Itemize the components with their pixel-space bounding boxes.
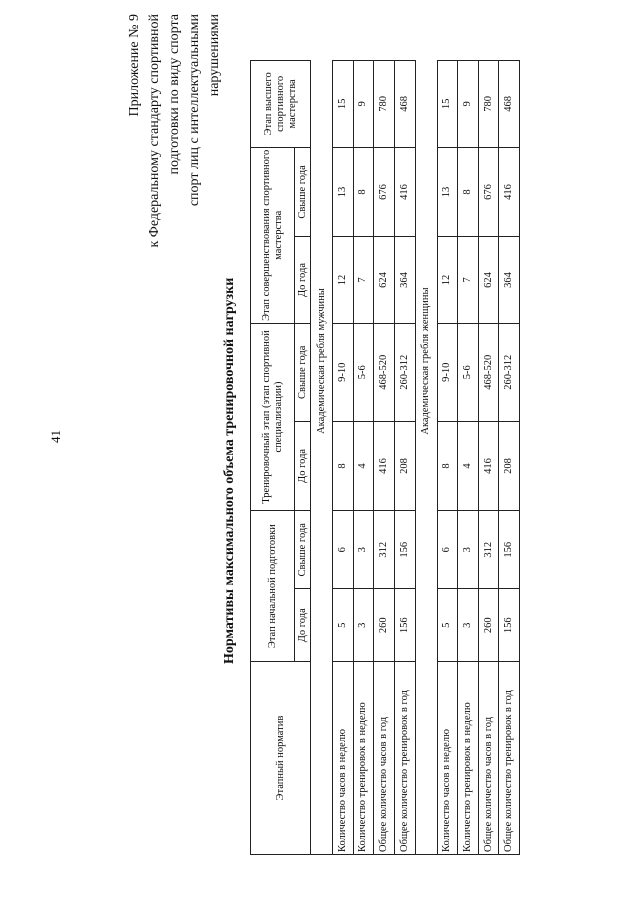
section-empty-cell: [311, 662, 333, 855]
table-row: [499, 61, 520, 855]
value-cell: 364: [394, 237, 415, 324]
value-cell: 5: [333, 589, 354, 662]
table-row: [374, 61, 395, 855]
value-cell: 5-6: [353, 323, 374, 421]
value-cell: 6: [333, 511, 354, 589]
value-cell: 312: [478, 511, 499, 589]
value-cell: 156: [394, 589, 415, 662]
section-row-women: [415, 61, 437, 855]
value-cell: 260: [478, 589, 499, 662]
header-up-to-year: До года: [295, 237, 311, 324]
table-row: [458, 61, 479, 855]
value-cell: 5-6: [458, 323, 479, 421]
value-cell: 260: [374, 589, 395, 662]
value-cell: 312: [374, 511, 395, 589]
section-row-men: [311, 61, 333, 855]
header-stage-training: Тренировочный этап (этап спортивной специализации): [251, 323, 295, 510]
value-cell: 364: [499, 237, 520, 324]
value-cell: 15: [437, 61, 458, 148]
value-cell: 3: [353, 589, 374, 662]
header-stage-initial: Этап начальной подготовки: [251, 511, 295, 662]
value-cell: 468-520: [374, 323, 395, 421]
section-title-men: Академическая гребля мужчины: [311, 61, 333, 662]
norms-table: [250, 60, 520, 855]
table-row: [394, 61, 415, 855]
value-cell: 3: [458, 589, 479, 662]
value-cell: 8: [437, 421, 458, 510]
norm-label: Количество тренировок в неделю: [353, 662, 374, 855]
appendix-line: подготовки по виду спорта: [167, 14, 182, 175]
value-cell: 9-10: [333, 323, 354, 421]
value-cell: 4: [353, 421, 374, 510]
value-cell: 208: [499, 421, 520, 510]
value-cell: 416: [478, 421, 499, 510]
value-cell: 156: [499, 589, 520, 662]
value-cell: 780: [478, 61, 499, 148]
value-cell: 208: [394, 421, 415, 510]
section-title-women: Академическая гребля женщины: [415, 61, 437, 662]
header-stage-improvement: Этап совершенствования спортивного мастерства: [251, 147, 295, 323]
value-cell: 7: [353, 237, 374, 324]
appendix-line: нарушениями: [207, 14, 222, 97]
value-cell: 8: [333, 421, 354, 510]
header-over-year: Свыше года: [295, 147, 311, 236]
value-cell: 3: [353, 511, 374, 589]
norm-label: Общее количество тренировок в год: [394, 662, 415, 855]
norm-label: Количество часов в неделю: [437, 662, 458, 855]
value-cell: 3: [458, 511, 479, 589]
value-cell: 156: [394, 511, 415, 589]
value-cell: 8: [458, 147, 479, 236]
value-cell: 416: [374, 421, 395, 510]
appendix-line: Приложение № 9: [127, 14, 142, 117]
value-cell: 9: [458, 61, 479, 148]
value-cell: 9-10: [437, 323, 458, 421]
norm-label: Количество часов в неделю: [333, 662, 354, 855]
value-cell: 780: [374, 61, 395, 148]
norm-label: Общее количество тренировок в год: [499, 662, 520, 855]
header-over-year: Свыше года: [295, 511, 311, 589]
table-row: [437, 61, 458, 855]
value-cell: 676: [478, 147, 499, 236]
value-cell: 416: [499, 147, 520, 236]
value-cell: 9: [353, 61, 374, 148]
value-cell: 7: [458, 237, 479, 324]
value-cell: 13: [333, 147, 354, 236]
header-over-year: Свыше года: [295, 323, 311, 421]
header-norm: Этапный норматив: [251, 662, 311, 855]
value-cell: 624: [374, 237, 395, 324]
norm-label: Количество тренировок в неделю: [458, 662, 479, 855]
value-cell: 8: [353, 147, 374, 236]
section-empty-cell: [415, 662, 437, 855]
value-cell: 260-312: [394, 323, 415, 421]
norm-label: Общее количество часов в год: [374, 662, 395, 855]
value-cell: 4: [458, 421, 479, 510]
training-load-table: [250, 60, 520, 855]
value-cell: 13: [437, 147, 458, 236]
table-row: [333, 61, 354, 855]
document-title: Нормативы максимального объема тренировочной нагрузки: [222, 277, 237, 664]
value-cell: 416: [394, 147, 415, 236]
value-cell: 12: [333, 237, 354, 324]
value-cell: 676: [374, 147, 395, 236]
value-cell: 12: [437, 237, 458, 324]
header-up-to-year: До года: [295, 421, 311, 510]
value-cell: 624: [478, 237, 499, 324]
value-cell: 468: [499, 61, 520, 148]
appendix-line: спорт лиц с интеллектуальными: [187, 14, 202, 207]
value-cell: 260-312: [499, 323, 520, 421]
value-cell: 468: [394, 61, 415, 148]
value-cell: 15: [333, 61, 354, 148]
value-cell: 156: [499, 511, 520, 589]
table-row: [478, 61, 499, 855]
header-up-to-year: До года: [295, 589, 311, 662]
header-stage-highest: Этап высшего спортивного мастерства: [251, 61, 311, 148]
table-row: [353, 61, 374, 855]
value-cell: 5: [437, 589, 458, 662]
page-number: 41: [48, 430, 63, 443]
norm-label: Общее количество часов в год: [478, 662, 499, 855]
value-cell: 468-520: [478, 323, 499, 421]
appendix-line: к Федеральному стандарту спортивной: [147, 14, 162, 248]
value-cell: 6: [437, 511, 458, 589]
